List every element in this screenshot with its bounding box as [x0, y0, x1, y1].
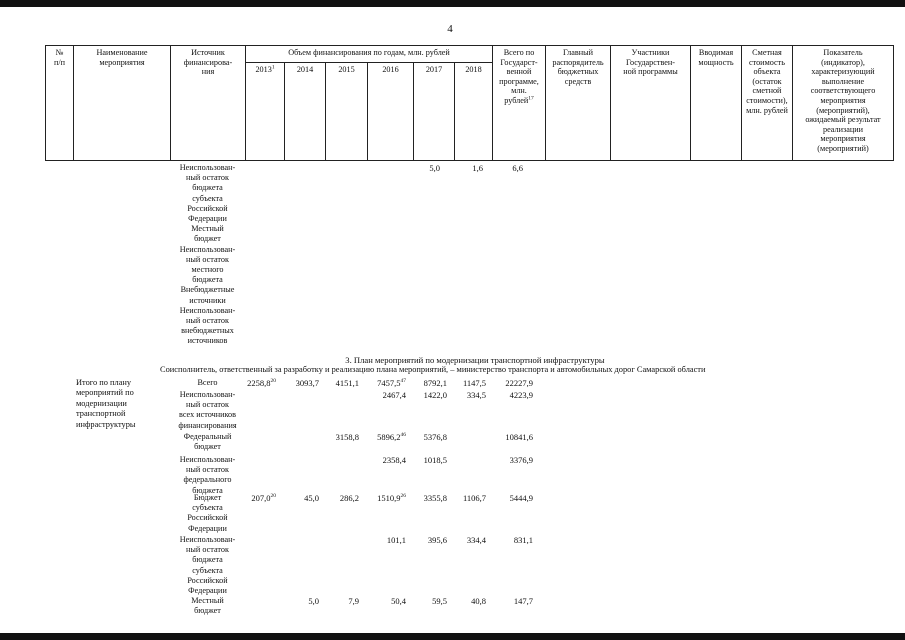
row-source-label: Федеральный бюджет [183, 432, 232, 452]
header-participants: Участники Государствен- ной программы [623, 48, 678, 77]
col-divider [284, 62, 285, 161]
row-value-y2018: 334,4 [466, 535, 486, 545]
col-divider [367, 62, 368, 161]
row-value-y2016: 5896,2$^{46}$ [377, 432, 406, 442]
row-value-y2014: 3093,7 [295, 378, 319, 388]
row-value-y2017: 3355,8 [423, 493, 447, 503]
row-value-y2015: 4151,1 [335, 378, 359, 388]
header-capacity: Вводимая мощность [698, 48, 734, 67]
col-divider [245, 45, 246, 161]
top-block-total: 6,6 [512, 163, 523, 173]
top-block-2017: 5,0 [429, 163, 440, 173]
row-value-y2017: 8792,1 [423, 378, 447, 388]
row-value-y2015: 286,2 [339, 493, 359, 503]
row-value-y2014: 5,0 [308, 596, 319, 606]
row-value-y2018: 334,5 [466, 390, 486, 400]
row-value-y2016: 1510,9$^{26}$ [377, 493, 406, 503]
top-block-2018: 1,6 [472, 163, 483, 173]
header-year-2015: 2015 [338, 65, 355, 74]
header-num: № п/п [53, 48, 66, 67]
row-value-y2018: 40,8 [471, 596, 486, 606]
header-year-2018: 2018 [465, 65, 482, 74]
col-divider [893, 45, 894, 161]
row-source-label: Всего [197, 378, 218, 387]
row-value-y2017: 59,5 [432, 596, 447, 606]
row-value-total: 4223,9 [509, 390, 533, 400]
row-value-total: 10841,6 [505, 432, 533, 442]
col-divider [454, 62, 455, 161]
row-value-y2018: 1106,7 [462, 493, 486, 503]
row-value-y2016: 2358,4 [382, 455, 406, 465]
header-name: Наименование мероприятия [96, 48, 148, 67]
header-year-2014: 2014 [296, 65, 314, 74]
row-value-y2016: 2467,4 [382, 390, 406, 400]
row-value-total: 147,7 [513, 596, 533, 606]
row-source-label: Местный бюджет [191, 596, 224, 616]
row-value-total: 3376,9 [509, 455, 533, 465]
row-source-label: Неиспользован- ный остаток федерального бюджета [179, 455, 236, 495]
section-subtitle: Соисполнитель, ответственный за разработку и реализацию плана мероприятий, – министерство транспорта и автомобильных дорог Самарской области [160, 365, 706, 374]
row-value-y2016: 50,4 [391, 596, 406, 606]
bottom-border-bar [0, 633, 905, 640]
row-source-label: Неиспользован- ный остаток бюджета субъекта Российской Федерации [179, 535, 236, 596]
row-value-y2017: 1422,0 [423, 390, 447, 400]
header-total: Всего по Государст- венной программе, млн. рублей$^{17}$ [499, 48, 539, 105]
row-value-total: 831,1 [513, 535, 533, 545]
header-year-2013: 2013$^1$ [255, 64, 275, 74]
header-year-2016: 2016 [382, 65, 399, 74]
row-value-y2016: 101,1 [386, 535, 406, 545]
header-funding-group: Объем финансирования по годам, млн. рублей [288, 48, 450, 57]
page-number: 4 [447, 23, 453, 35]
header-top-rule [45, 45, 893, 46]
col-divider [325, 62, 326, 161]
row-value-y2015: 3158,8 [335, 432, 359, 442]
row-source-label: Бюджет субъекта Российской Федерации [187, 493, 228, 533]
row-value-y2014: 45,0 [304, 493, 319, 503]
row-value-y2017: 395,6 [427, 535, 447, 545]
row-source-label: Неиспользован- ный остаток всех источников финансирования [178, 390, 237, 430]
row-value-y2017: 1018,5 [423, 455, 447, 465]
row-value-y2017: 5376,8 [423, 432, 447, 442]
header-manager: Главный распорядитель бюджетных средств [552, 48, 604, 86]
row-value-y2018: 1147,5 [462, 378, 486, 388]
top-border-bar [0, 0, 905, 7]
row-value-total: 22227,9 [505, 378, 533, 388]
header-source: Источник финансирова- ния [183, 48, 233, 77]
header-year-2017: 2017 [425, 65, 443, 74]
header-estimate: Сметная стоимость объекта (остаток сметной стоимости), млн. рублей [746, 48, 788, 115]
row-value-y2013: 207,0$^{20}$ [251, 493, 276, 503]
col-divider [413, 62, 414, 161]
header-indicator: Показатель (индикатор), характеризующий выполнение соответствующего мероприятия (мероприятий), ожидаемый результат реализации мероприятия (мероприятий) [805, 48, 881, 153]
row-value-y2013: 2258,8$^{20}$ [247, 378, 276, 388]
row-value-total: 5444,9 [509, 493, 533, 503]
row-value-y2015: 7,9 [348, 596, 359, 606]
total-block-name: Итого по плану мероприятий по модернизации транспортной инфраструктуры [76, 378, 136, 429]
header-bottom-rule [45, 160, 893, 161]
top-block-sources: Неиспользован- ный остаток бюджета субъекта Российской Федерации Местный бюджет Неиспользован- ный остаток местного бюджета Внебюджетные источники Неиспользован- ный остаток внебюджетных источников [179, 163, 236, 346]
row-value-y2016: 7457,5$^{47}$ [377, 378, 406, 388]
section-title: 3. План мероприятий по модернизации транспортной инфраструктуры [345, 355, 605, 365]
